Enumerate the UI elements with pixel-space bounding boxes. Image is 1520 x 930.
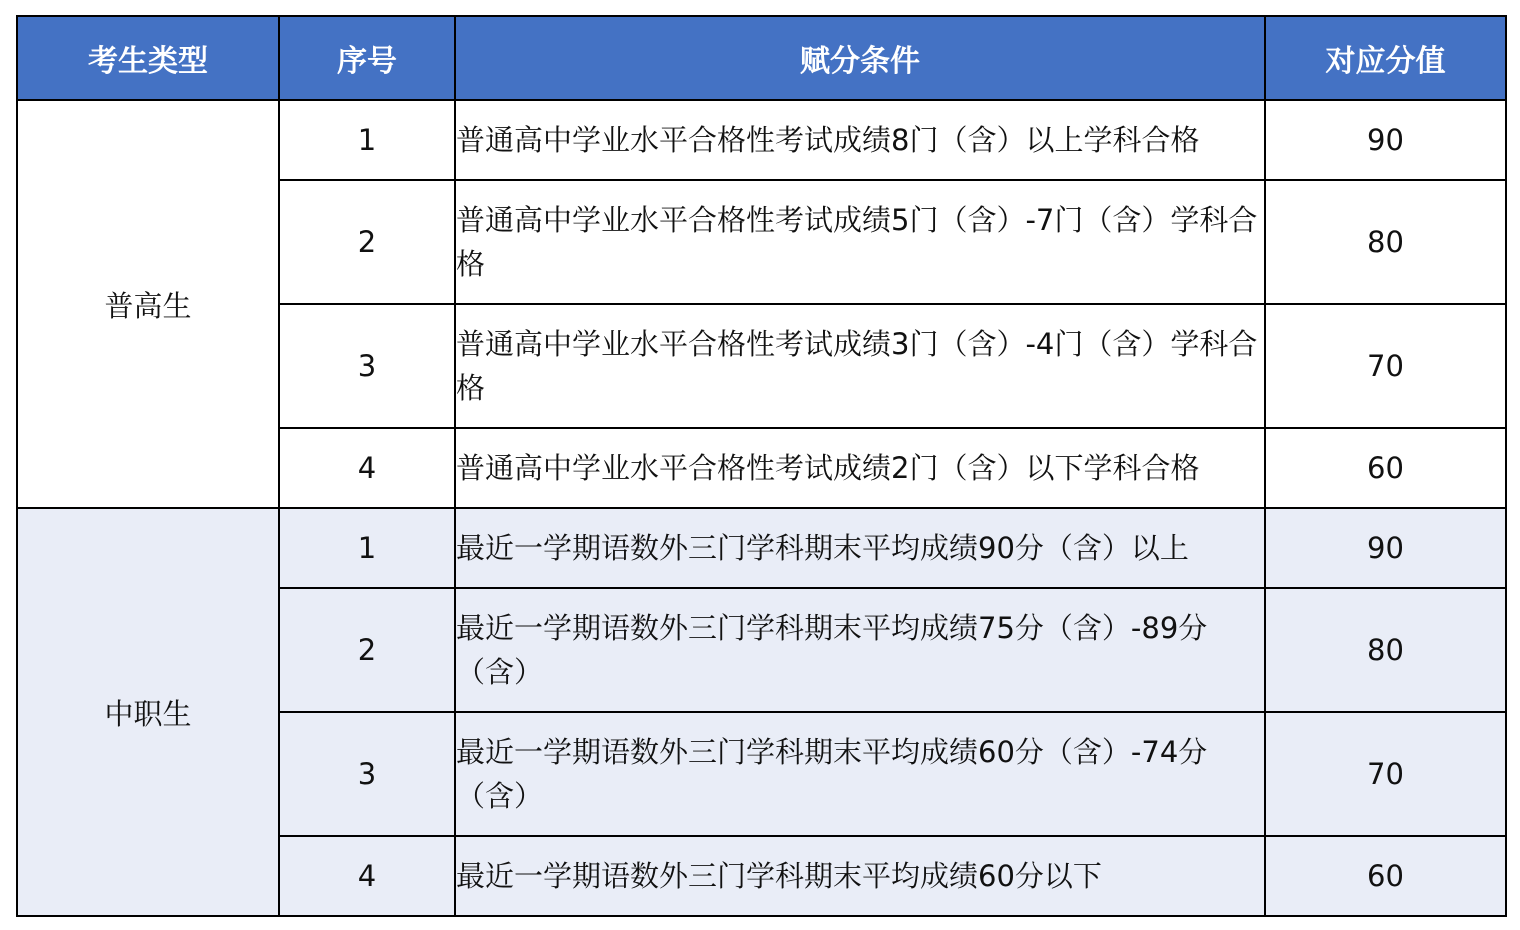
row-number: 4 [279, 836, 455, 916]
score-value: 80 [1265, 588, 1506, 712]
condition-cell: 最近一学期语数外三门学科期末平均成绩60分以下 [455, 836, 1265, 916]
score-value: 60 [1265, 836, 1506, 916]
header-score-value: 对应分值 [1265, 16, 1506, 100]
table-row [17, 100, 1506, 180]
condition-cell: 最近一学期语数外三门学科期末平均成绩90分（含）以上 [455, 508, 1265, 588]
score-value: 90 [1265, 508, 1506, 588]
row-number: 2 [279, 588, 455, 712]
score-value: 60 [1265, 428, 1506, 508]
student-type-cell: 普高生 [17, 100, 279, 508]
condition-cell: 普通高中学业水平合格性考试成绩3门（含）-4门（含）学科合格 [455, 304, 1265, 428]
header-student-type: 考生类型 [17, 16, 279, 100]
condition-cell: 普通高中学业水平合格性考试成绩5门（含）-7门（含）学科合格 [455, 180, 1265, 304]
student-type-cell: 中职生 [17, 508, 279, 916]
condition-cell: 普通高中学业水平合格性考试成绩2门（含）以下学科合格 [455, 428, 1265, 508]
score-value: 70 [1265, 304, 1506, 428]
row-number: 1 [279, 508, 455, 588]
table-body [17, 100, 1506, 916]
condition-cell: 最近一学期语数外三门学科期末平均成绩75分（含）-89分（含） [455, 588, 1265, 712]
row-number: 2 [279, 180, 455, 304]
score-value: 70 [1265, 712, 1506, 836]
scoring-table [16, 15, 1507, 917]
header-condition: 赋分条件 [455, 16, 1265, 100]
table-header [17, 16, 1506, 100]
score-value: 90 [1265, 100, 1506, 180]
row-number: 1 [279, 100, 455, 180]
row-number: 3 [279, 712, 455, 836]
condition-cell: 普通高中学业水平合格性考试成绩8门（含）以上学科合格 [455, 100, 1265, 180]
score-value: 80 [1265, 180, 1506, 304]
table-row [17, 508, 1506, 588]
header-number: 序号 [279, 16, 455, 100]
condition-cell: 最近一学期语数外三门学科期末平均成绩60分（含）-74分（含） [455, 712, 1265, 836]
row-number: 4 [279, 428, 455, 508]
row-number: 3 [279, 304, 455, 428]
